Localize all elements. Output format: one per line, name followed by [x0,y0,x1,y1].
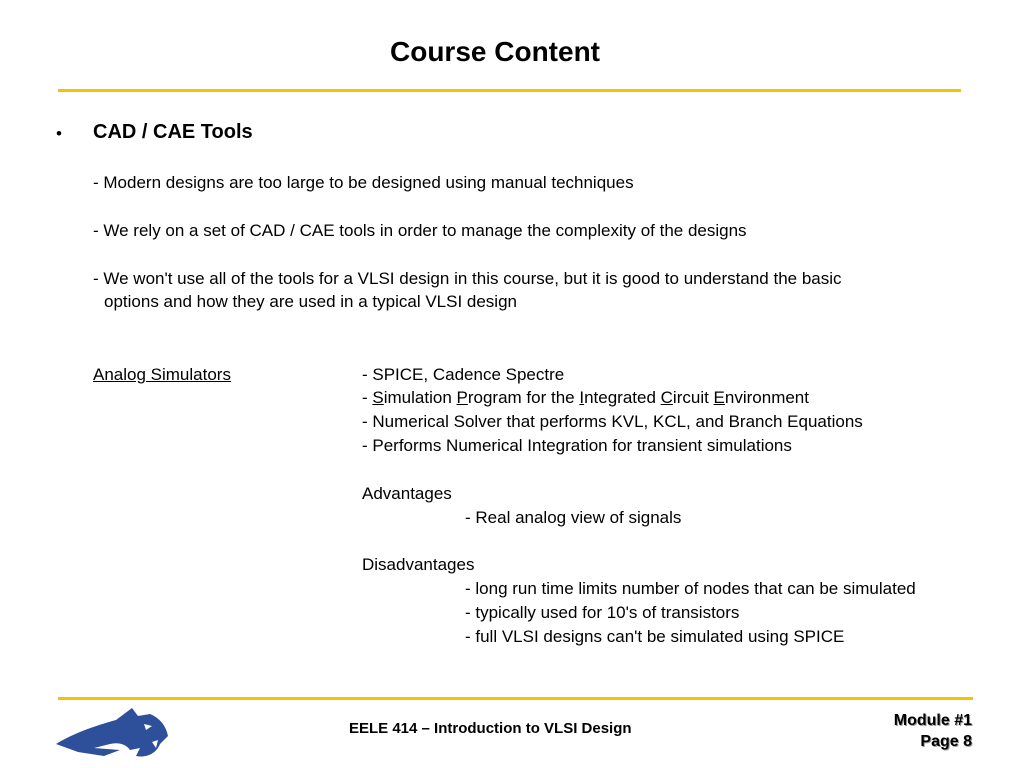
paragraph-cad-tools: - We rely on a set of CAD / CAE tools in order to manage the complexity of the designs [93,221,747,240]
bullet-marker: • [56,124,62,143]
solver-line: - Numerical Solver that performs KVL, KCL, and Branch Equations [362,412,863,431]
analog-simulators-label: Analog Simulators [93,365,231,384]
paragraph-modern-designs: - Modern designs are too large to be designed using manual techniques [93,173,634,192]
footer-module-page [894,710,972,752]
advantages-label: Advantages [362,484,452,503]
footer-divider [58,697,973,700]
acronym-rest-i: ntegrated [584,388,661,407]
acronym-initial-i: I [579,388,585,407]
acronym-initial-p: P [456,388,468,407]
spice-line: - SPICE, Cadence Spectre [362,365,565,384]
acronym-initial-c: C [660,388,673,407]
title-divider [58,89,961,92]
acronym-initial-e: E [713,388,725,407]
spice-acronym-line [362,388,809,408]
integration-line: - Performs Numerical Integration for transient simulations [362,436,792,455]
page-number: Page 8 [920,733,972,750]
acronym-rest-c: ircuit [672,388,714,407]
page-title: Course Content [390,36,600,67]
acronym-rest-e: nvironment [724,388,809,407]
disadvantages-label: Disadvantages [362,555,475,574]
paragraph-vlsi-tools-continued: options and how they are used in a typical VLSI design [104,292,517,311]
disadvantage-item: - long run time limits number of nodes that can be simulated [465,579,916,598]
paragraph-vlsi-tools: - We won't use all of the tools for a VLSI design in this course, but it is good to understand the basic [93,269,842,288]
acronym-rest-s: imulation [383,388,457,407]
footer-course-title: EELE 414 – Introduction to VLSI Design [349,720,632,737]
section-heading: CAD / CAE Tools [93,121,253,143]
acronym-prefix: - [362,388,373,407]
advantage-item: - Real analog view of signals [465,508,682,527]
module-number: Module #1 [893,712,972,729]
bobcat-logo-icon [54,704,170,760]
disadvantage-item: - typically used for 10's of transistors [465,603,740,622]
acronym-initial-s: S [372,388,384,407]
disadvantage-item: - full VLSI designs can't be simulated using SPICE [465,627,845,646]
acronym-rest-p: rogram for the [467,388,580,407]
